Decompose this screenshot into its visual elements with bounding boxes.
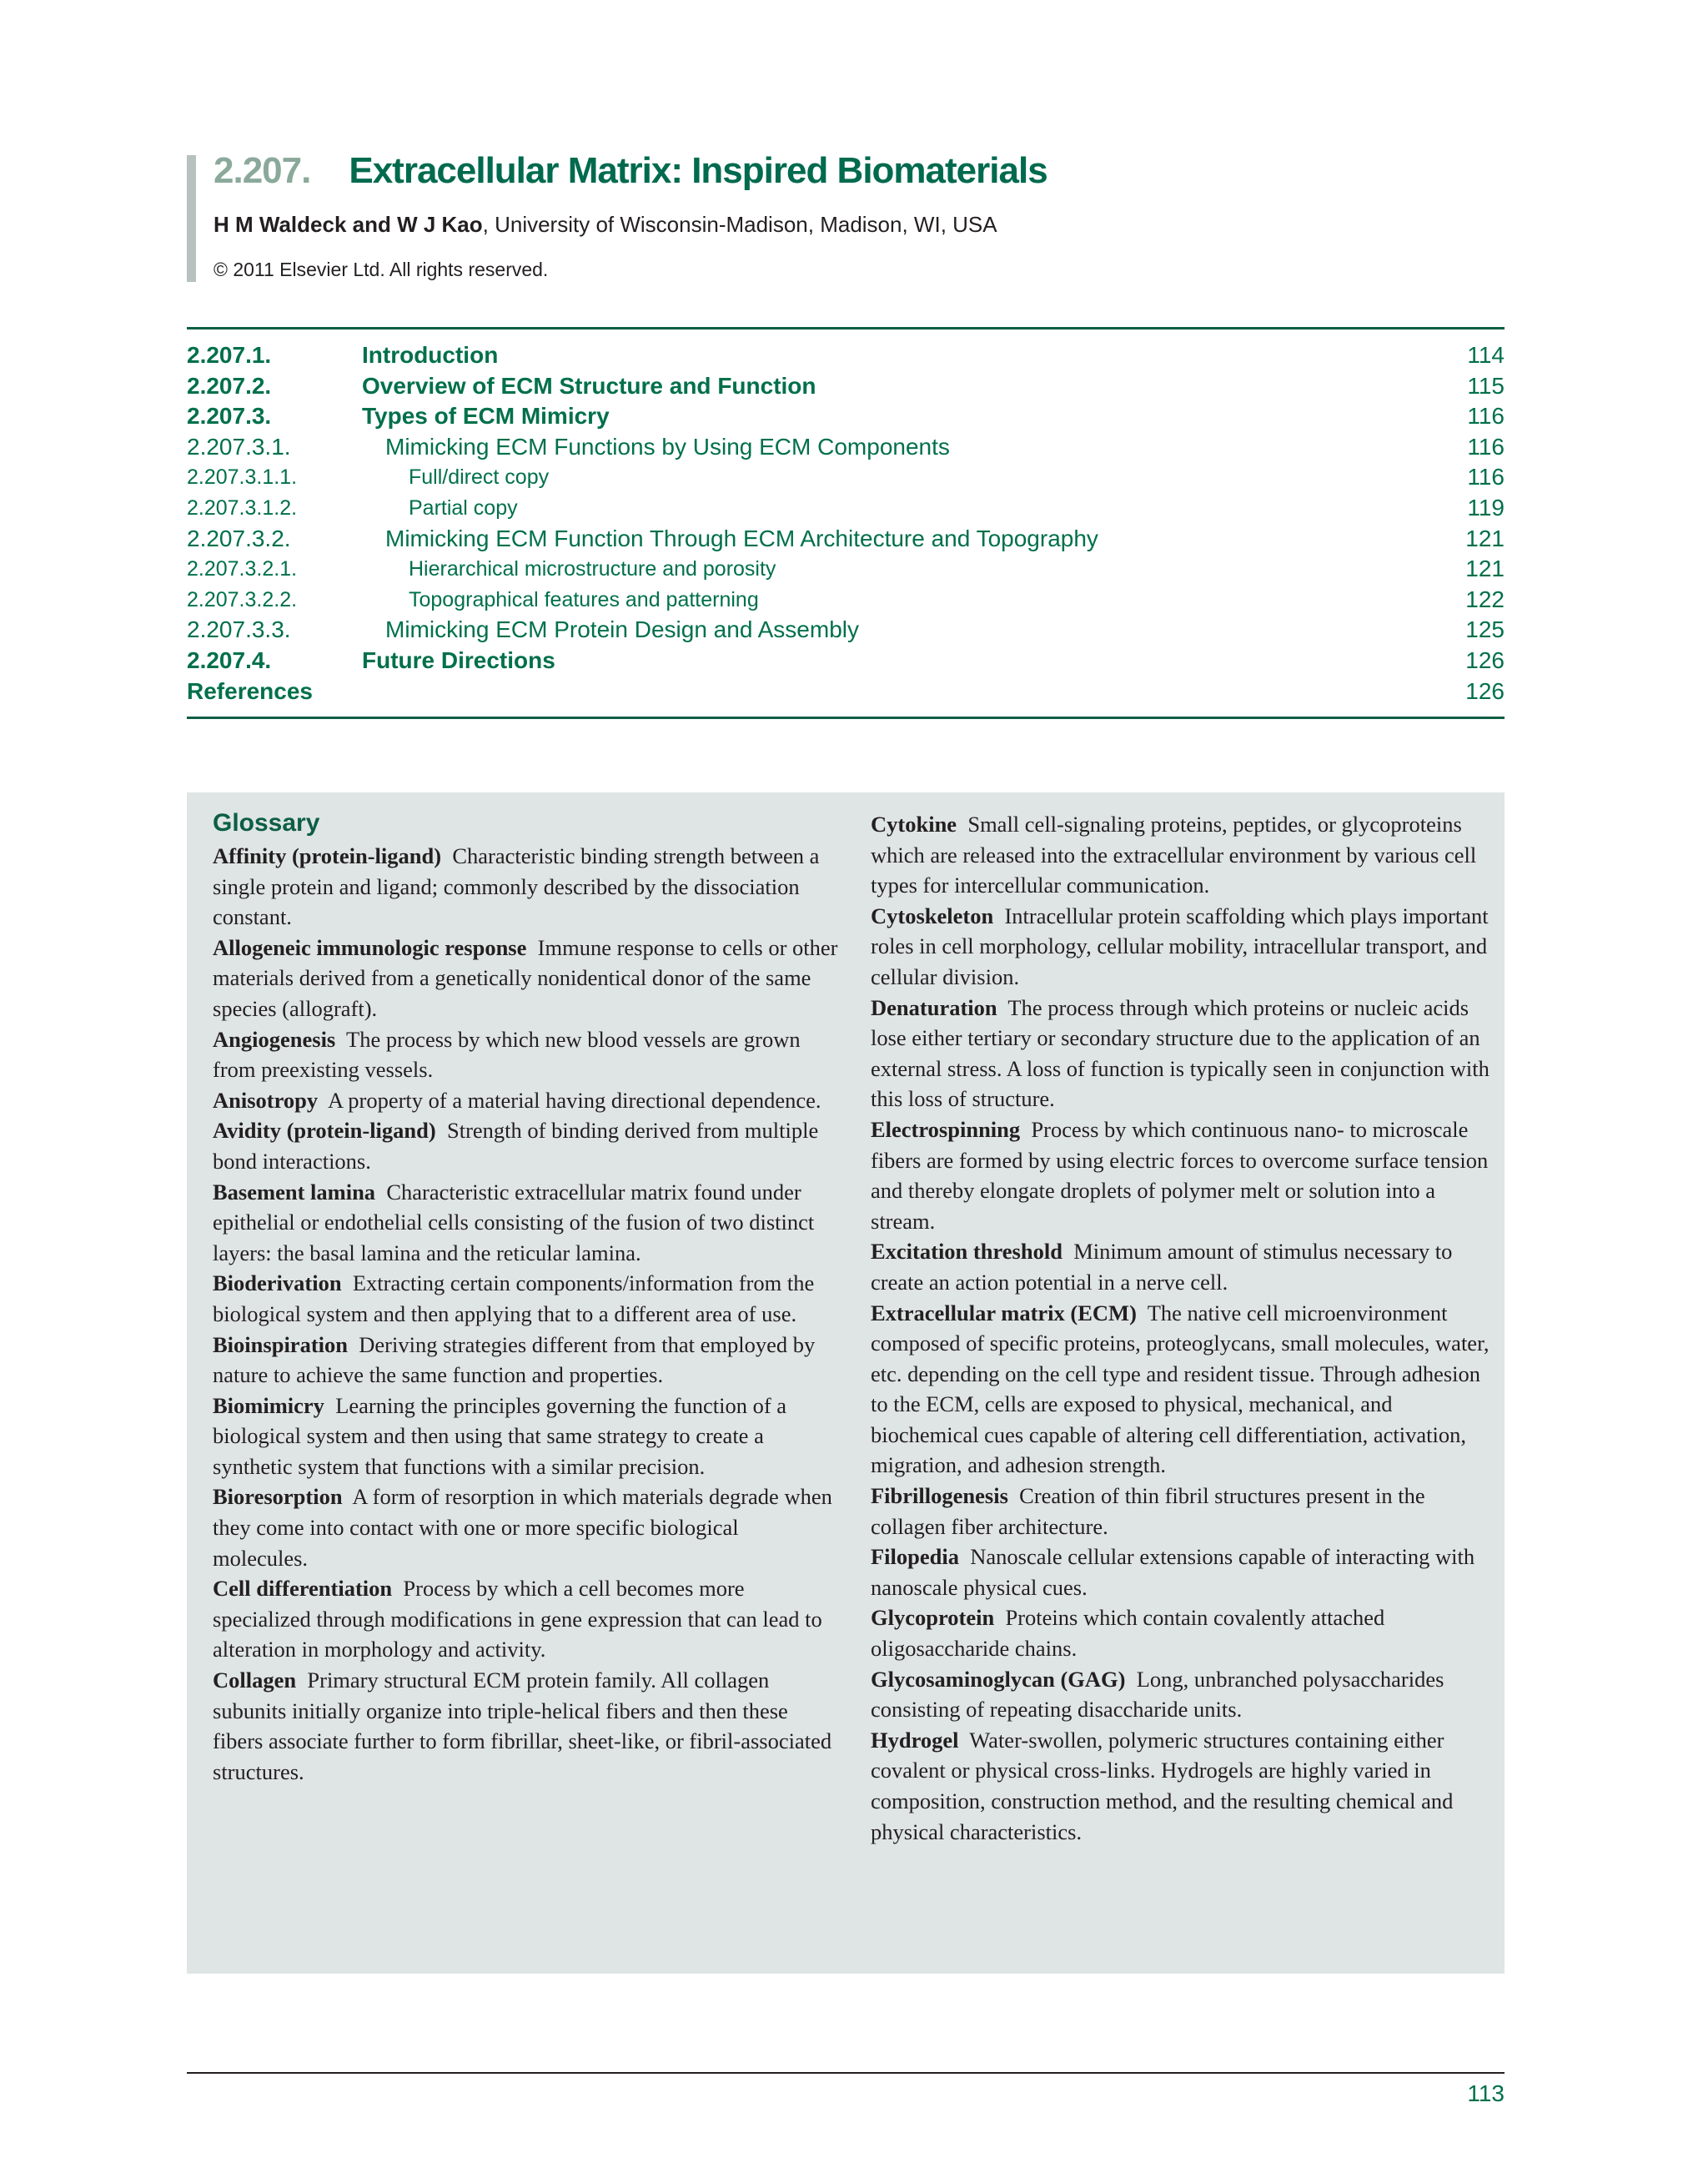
toc-row[interactable] [187, 524, 1505, 554]
glossary-definition: Nanoscale cellular extensions capable of interacting with nanoscale physical cues. [871, 1544, 1475, 1600]
glossary-entry [213, 1573, 838, 1665]
toc-row[interactable] [187, 585, 1505, 615]
glossary-entry [213, 933, 838, 1024]
glossary-term: Bioinspiration [213, 1331, 348, 1357]
glossary-entry [213, 841, 838, 933]
toc-page: 116 [1467, 433, 1505, 460]
toc-page: 119 [1467, 495, 1505, 521]
toc-number: 2.207.3.2. [187, 525, 291, 551]
article-title [214, 150, 1047, 192]
toc-page: 116 [1467, 403, 1505, 430]
toc-title: Topographical features and patterning [409, 587, 759, 611]
toc-page: 122 [1465, 586, 1505, 612]
glossary-entry [213, 1115, 838, 1176]
toc-row[interactable] [187, 401, 1505, 431]
glossary-column-left [213, 809, 838, 1787]
glossary-term: Angiogenesis [213, 1026, 336, 1052]
glossary-entry [213, 1330, 838, 1391]
toc-row[interactable] [187, 554, 1505, 584]
toc-number: 2.207.3.1.1. [187, 465, 298, 490]
toc-page: 116 [1467, 464, 1505, 490]
glossary-term: Excitation threshold [871, 1239, 1062, 1265]
toc-title: Mimicking ECM Function Through ECM Architecture and Topography [385, 525, 1098, 551]
glossary-definition: Primary structural ECM protein family. All collagen subunits initially organize into triple-helical fibers and then these fibers associate further to form fibrillar, sheet-like, or fibril-associated structures. [213, 1667, 832, 1784]
toc-number: 2.207.3.2.2. [187, 587, 298, 611]
glossary-entry [213, 1085, 838, 1116]
glossary-box [187, 792, 1505, 1974]
toc-title: Types of ECM Mimicry [362, 403, 610, 430]
toc-row[interactable] [187, 371, 1505, 401]
toc-row[interactable] [187, 462, 1505, 492]
glossary-entry [871, 1725, 1496, 1847]
glossary-entry [871, 1664, 1496, 1725]
toc-page: 125 [1465, 616, 1505, 643]
toc-number: 2.207.3. [187, 403, 272, 430]
toc-title: Full/direct copy [409, 465, 550, 490]
glossary-entry [213, 1024, 838, 1085]
glossary-definition: Process by which continuous nano- to microscale fibers are formed by using electric forces to overcome surface tension and thereby elongate droplets of polymer melt or solution into a stream. [871, 1116, 1489, 1234]
toc-row[interactable] [187, 432, 1505, 462]
toc-number: 2.207.2. [187, 372, 272, 399]
toc-page: 121 [1465, 556, 1505, 582]
toc-number: 2.207.3.1.2. [187, 496, 298, 520]
glossary-definition: The process through which proteins or nucleic acids lose either tertiary or secondary structure due to the application of an external stress. A loss of function is typically seen in conjunction with this loss of structure. [871, 994, 1489, 1112]
toc-page: 126 [1465, 647, 1505, 673]
glossary-definition: Small cell-signaling proteins, peptides, or glycoproteins which are released into the extracellular environment by various cell types for intercellular communication. [871, 812, 1477, 898]
toc-number: 2.207.3.2.1. [187, 557, 298, 581]
glossary-term: Cytoskeleton [871, 903, 994, 928]
authors: H M Waldeck and W J Kao [214, 212, 483, 237]
toc-number: References [187, 677, 313, 704]
glossary-term: Affinity (protein-ligand) [213, 843, 442, 868]
glossary-term: Electrospinning [871, 1116, 1021, 1142]
glossary-definition: Water-swollen, polymeric structures containing either covalent or physical cross-links. Hydrogels are highly varied in composition, construction method, and the resulting chemical and physical characteristics. [871, 1727, 1454, 1844]
toc-title: Introduction [362, 342, 499, 368]
toc-row[interactable] [187, 340, 1505, 370]
glossary-entry [871, 901, 1496, 993]
glossary-entry [871, 1236, 1496, 1297]
glossary-term: Bioderivation [213, 1270, 342, 1296]
toc-page: 115 [1467, 372, 1505, 399]
toc-number: 2.207.4. [187, 647, 272, 673]
glossary-term: Avidity (protein-ligand) [213, 1118, 436, 1144]
toc-number: 2.207.3.1. [187, 433, 291, 460]
glossary-entry [213, 1268, 838, 1329]
glossary-title: Glossary [213, 809, 320, 837]
glossary-definition: Learning the principles governing the function of a biological system and then using that same strategy to create a synthetic system that functions with a similar precision. [213, 1392, 787, 1479]
toc-row[interactable] [187, 493, 1505, 523]
glossary-entry [213, 1481, 838, 1573]
footer-rule [187, 2072, 1505, 2074]
glossary-term: Basement lamina [213, 1179, 376, 1205]
glossary-term: Extracellular matrix (ECM) [871, 1300, 1137, 1325]
table-of-contents [187, 327, 1505, 721]
header-accent-bar [187, 155, 196, 282]
article-header [187, 150, 1505, 284]
toc-top-rule [187, 327, 1505, 329]
glossary-entry [213, 1665, 838, 1787]
toc-title: Mimicking ECM Functions by Using ECM Components [385, 433, 950, 460]
glossary-term: Glycosaminoglycan (GAG) [871, 1666, 1126, 1692]
glossary-entry [871, 1602, 1496, 1663]
toc-title: Mimicking ECM Protein Design and Assembly [385, 616, 859, 643]
glossary-term: Anisotropy [213, 1087, 319, 1113]
author-line [214, 212, 997, 238]
glossary-definition: Creation of thin fibril structures present in the collagen fiber architecture. [871, 1483, 1425, 1539]
glossary-entry [871, 1542, 1496, 1602]
toc-row-references[interactable] [187, 677, 1505, 707]
glossary-term: Cytokine [871, 812, 957, 837]
page-number: 113 [1467, 2080, 1505, 2106]
glossary-definition: Intracellular protein scaffolding which plays important roles in cell morphology, cellular mobility, intracellular transport, and cellular division. [871, 903, 1489, 989]
toc-row[interactable] [187, 615, 1505, 645]
toc-bottom-rule [187, 717, 1505, 719]
glossary-definition: Characteristic extracellular matrix found under epithelial or endothelial cells consisting of the fusion of two distinct layers: the basal lamina and the reticular lamina. [213, 1179, 815, 1265]
glossary-term: Bioresorption [213, 1484, 343, 1510]
article-title-text: Extracellular Matrix: Inspired Biomaterials [349, 150, 1047, 191]
glossary-entry [871, 1298, 1496, 1481]
glossary-definition: Strength of binding derived from multiple bond interactions. [213, 1118, 819, 1174]
toc-number: 2.207.1. [187, 342, 272, 368]
glossary-definition: A property of a material having directional dependence. [327, 1087, 821, 1113]
glossary-entry [871, 1481, 1496, 1542]
glossary-term: Collagen [213, 1667, 297, 1693]
glossary-column-right [871, 809, 1496, 1847]
copyright-notice: © 2011 Elsevier Ltd. All rights reserved. [214, 259, 549, 280]
glossary-term: Fibrillogenesis [871, 1483, 1008, 1509]
toc-page: 121 [1465, 525, 1505, 551]
toc-page: 126 [1465, 677, 1505, 704]
glossary-definition: Process by which a cell becomes more specialized through modifications in gene expression that can lead to alteration in morphology and activity. [213, 1576, 822, 1662]
toc-page: 114 [1467, 342, 1505, 368]
glossary-term: Cell differentiation [213, 1576, 393, 1602]
glossary-entry [871, 993, 1496, 1114]
glossary-term: Biomimicry [213, 1392, 324, 1418]
glossary-entry [213, 1391, 838, 1482]
glossary-entry [871, 1114, 1496, 1236]
glossary-definition: A form of resorption in which materials degrade when they come into contact with one or more specific biological molecules. [213, 1484, 832, 1571]
glossary-definition: The process by which new blood vessels are grown from preexisting vessels. [213, 1026, 801, 1083]
glossary-entry [213, 1177, 838, 1269]
toc-title: Partial copy [409, 496, 518, 520]
glossary-term: Hydrogel [871, 1727, 959, 1753]
glossary-definition: Immune response to cells or other materials derived from a genetically nonidentical donor of the same species (allograft). [213, 934, 838, 1021]
glossary-definition: Characteristic binding strength between a single protein and ligand; commonly described by the dissociation constant. [213, 843, 820, 930]
glossary-definition: Extracting certain components/information from the biological system and then applying that to a different area of use. [213, 1270, 815, 1326]
glossary-term: Glycoprotein [871, 1605, 995, 1631]
glossary-term: Allogeneic immunologic response [213, 934, 527, 960]
toc-row[interactable] [187, 646, 1505, 676]
affiliation: , University of Wisconsin-Madison, Madison, WI, USA [482, 212, 997, 237]
glossary-definition: The native cell microenvironment composed of specific proteins, proteoglycans, small molecules, water, etc. depending on the cell type and resident tissue. Through adhesion to the ECM, cells are exposed to physical, mechanical, and biochemical cues capable of altering cell differentiation, activation, migration, and adhesion strength. [871, 1300, 1489, 1478]
glossary-definition: Minimum amount of stimulus necessary to create an action potential in a nerve cell. [871, 1239, 1453, 1295]
glossary-term: Denaturation [871, 994, 997, 1020]
glossary-term: Filopedia [871, 1544, 960, 1570]
glossary-entry [871, 809, 1496, 901]
article-number: 2.207. [214, 150, 311, 191]
glossary-definition: Proteins which contain covalently attached oligosaccharide chains. [871, 1605, 1385, 1662]
toc-title: Overview of ECM Structure and Function [362, 372, 816, 399]
glossary-definition: Long, unbranched polysaccharides consisting of repeating disaccharide units. [871, 1666, 1444, 1723]
toc-title: Future Directions [362, 647, 555, 673]
glossary-definition: Deriving strategies different from that employed by nature to achieve the same function and properties. [213, 1331, 816, 1388]
toc-title: Hierarchical microstructure and porosity [409, 557, 776, 581]
toc-number: 2.207.3.3. [187, 616, 291, 643]
